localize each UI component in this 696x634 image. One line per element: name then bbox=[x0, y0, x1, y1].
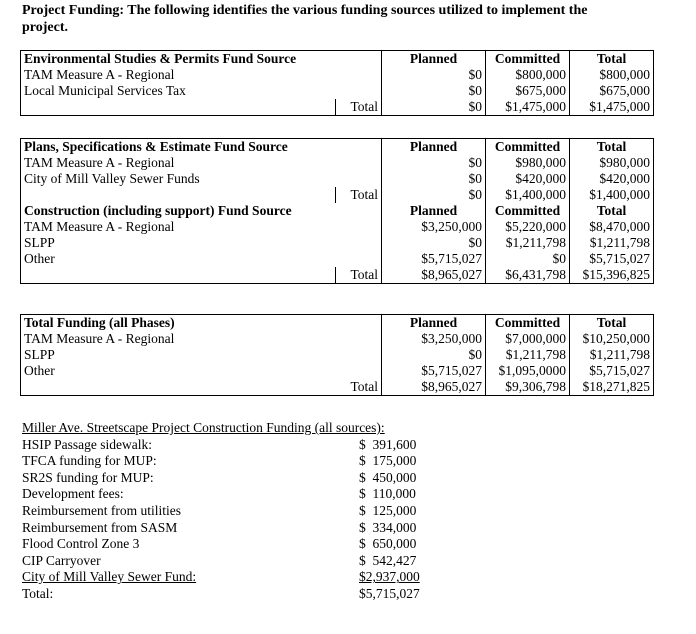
item-amount: $5,715,027 bbox=[359, 585, 420, 601]
item-label: Total: bbox=[22, 585, 54, 601]
heading-line-1: Project Funding: The following identifies the various funding sources utilized to implement the bbox=[22, 3, 588, 18]
row-label bbox=[21, 187, 336, 203]
table-total-row bbox=[21, 99, 654, 116]
total-cell: $15,396,825 bbox=[570, 267, 654, 284]
heading-line-2: project. bbox=[22, 20, 68, 35]
committed-cell: $420,000 bbox=[486, 171, 570, 187]
fund-source-header: Plans, Specifications & Estimate Fund Source bbox=[24, 139, 288, 154]
table-header-row bbox=[21, 51, 654, 68]
row-label: TAM Measure A - Regional bbox=[24, 331, 175, 346]
table-header-row bbox=[21, 139, 654, 156]
table-row bbox=[21, 155, 654, 171]
spacer-cell bbox=[336, 347, 382, 363]
item-label: TFCA funding for MUP: bbox=[22, 453, 157, 469]
committed-header: Committed bbox=[486, 51, 570, 68]
table-total-row bbox=[21, 187, 654, 203]
total-cell: $1,211,798 bbox=[570, 235, 654, 251]
planned-header: Planned bbox=[382, 203, 486, 219]
planned-cell: $8,965,027 bbox=[382, 267, 486, 284]
item-amount: $ 125,000 bbox=[359, 502, 417, 518]
table-header-row bbox=[21, 315, 654, 332]
planned-cell: $3,250,000 bbox=[382, 219, 486, 235]
total-cell: $1,211,798 bbox=[570, 347, 654, 363]
planned-header: Planned bbox=[382, 139, 486, 156]
env-studies-funding-table bbox=[20, 50, 654, 116]
row-label: Other bbox=[24, 251, 55, 266]
total-cell: $18,271,825 bbox=[570, 379, 654, 396]
total-label: Total bbox=[336, 267, 382, 284]
committed-header: Committed bbox=[486, 203, 570, 219]
item-amount: $ 450,000 bbox=[359, 469, 417, 485]
row-label: TAM Measure A - Regional bbox=[24, 67, 175, 82]
pse-construction-funding-table bbox=[20, 138, 654, 284]
item-amount: $ 334,000 bbox=[359, 519, 417, 535]
row-label: SLPP bbox=[24, 235, 55, 250]
planned-cell: $0 bbox=[382, 235, 486, 251]
total-cell: $10,250,000 bbox=[570, 331, 654, 347]
table-row bbox=[21, 219, 654, 235]
spacer-cell bbox=[336, 139, 382, 156]
fund-source-header: Total Funding (all Phases) bbox=[24, 315, 175, 330]
table-row bbox=[21, 171, 654, 187]
planned-cell: $0 bbox=[382, 83, 486, 99]
spacer-cell bbox=[336, 251, 382, 267]
total-cell: $420,000 bbox=[570, 171, 654, 187]
table-row bbox=[21, 331, 654, 347]
total-cell: $675,000 bbox=[570, 83, 654, 99]
committed-cell: $0 bbox=[486, 251, 570, 267]
table-row bbox=[21, 67, 654, 83]
total-cell: $1,400,000 bbox=[570, 187, 654, 203]
total-header: Total bbox=[570, 315, 654, 332]
committed-cell: $1,211,798 bbox=[486, 235, 570, 251]
spacer-cell bbox=[336, 51, 382, 68]
item-amount: $ 175,000 bbox=[359, 453, 417, 469]
committed-cell: $1,400,000 bbox=[486, 187, 570, 203]
item-label: Reimbursement from SASM bbox=[22, 519, 178, 535]
planned-header: Planned bbox=[382, 51, 486, 68]
planned-header: Planned bbox=[382, 315, 486, 332]
planned-cell: $0 bbox=[382, 155, 486, 171]
committed-cell: $5,220,000 bbox=[486, 219, 570, 235]
item-amount: $ 391,600 bbox=[359, 436, 417, 452]
spacer-cell bbox=[336, 83, 382, 99]
spacer-cell bbox=[336, 67, 382, 83]
spacer-cell bbox=[336, 315, 382, 332]
total-cell: $5,715,027 bbox=[570, 363, 654, 379]
item-label: Reimbursement from utilities bbox=[22, 502, 181, 518]
spacer-cell bbox=[336, 235, 382, 251]
row-label: SLPP bbox=[24, 347, 55, 362]
item-amount: $2,937,000 bbox=[359, 569, 420, 585]
total-funding-table bbox=[20, 314, 654, 396]
table-header-row bbox=[21, 203, 654, 219]
planned-cell: $0 bbox=[382, 171, 486, 187]
committed-cell: $1,211,798 bbox=[486, 347, 570, 363]
total-cell: $5,715,027 bbox=[570, 251, 654, 267]
total-header: Total bbox=[570, 51, 654, 68]
total-label: Total bbox=[336, 99, 382, 116]
planned-cell: $8,965,027 bbox=[382, 379, 486, 396]
spacer-cell bbox=[336, 171, 382, 187]
planned-cell: $0 bbox=[382, 347, 486, 363]
committed-cell: $675,000 bbox=[486, 83, 570, 99]
row-label: Other bbox=[24, 363, 55, 378]
item-label: Development fees: bbox=[22, 486, 124, 502]
row-label: Local Municipal Services Tax bbox=[24, 83, 186, 98]
committed-cell: $6,431,798 bbox=[486, 267, 570, 284]
table-total-row bbox=[21, 267, 654, 284]
planned-cell: $0 bbox=[382, 67, 486, 83]
spacer-cell bbox=[336, 363, 382, 379]
total-label: Total bbox=[350, 379, 378, 394]
row-label: TAM Measure A - Regional bbox=[24, 219, 175, 234]
total-cell: $980,000 bbox=[570, 155, 654, 171]
item-amount: $ 542,427 bbox=[359, 552, 417, 568]
row-label: City of Mill Valley Sewer Funds bbox=[24, 171, 200, 186]
committed-header: Committed bbox=[486, 315, 570, 332]
planned-cell: $5,715,027 bbox=[382, 363, 486, 379]
total-cell: $1,475,000 bbox=[570, 99, 654, 116]
committed-cell: $800,000 bbox=[486, 67, 570, 83]
table-row bbox=[21, 83, 654, 99]
spacer-cell bbox=[336, 155, 382, 171]
fund-source-header: Environmental Studies & Permits Fund Source bbox=[24, 51, 297, 66]
total-cell: $8,470,000 bbox=[570, 219, 654, 235]
row-label bbox=[21, 267, 336, 284]
row-label bbox=[21, 99, 336, 116]
committed-header: Committed bbox=[486, 139, 570, 156]
committed-cell: $9,306,798 bbox=[486, 379, 570, 396]
table-row bbox=[21, 251, 654, 267]
item-amount: $ 650,000 bbox=[359, 536, 417, 552]
item-label: HSIP Passage sidewalk: bbox=[22, 436, 152, 452]
planned-cell: $3,250,000 bbox=[382, 331, 486, 347]
planned-cell: $0 bbox=[382, 187, 486, 203]
row-label: TAM Measure A - Regional bbox=[24, 155, 175, 170]
planned-cell: $0 bbox=[382, 99, 486, 116]
miller-title: Miller Ave. Streetscape Project Construction Funding (all sources): bbox=[22, 420, 385, 435]
committed-cell: $7,000,000 bbox=[486, 331, 570, 347]
spacer-cell bbox=[336, 219, 382, 235]
total-label: Total bbox=[336, 187, 382, 203]
committed-cell: $1,475,000 bbox=[486, 99, 570, 116]
total-cell: $800,000 bbox=[570, 67, 654, 83]
committed-cell: $980,000 bbox=[486, 155, 570, 171]
total-header: Total bbox=[570, 139, 654, 156]
fund-source-header: Construction (including support) Fund Source bbox=[24, 203, 292, 218]
table-total-row bbox=[21, 379, 654, 396]
spacer-cell bbox=[336, 203, 382, 219]
item-label: City of Mill Valley Sewer Fund: bbox=[22, 569, 197, 585]
document-heading bbox=[22, 2, 587, 36]
table-row bbox=[21, 235, 654, 251]
item-label: Flood Control Zone 3 bbox=[22, 536, 140, 552]
table-row bbox=[21, 363, 654, 379]
spacer-cell bbox=[336, 331, 382, 347]
item-label: CIP Carryover bbox=[22, 552, 101, 568]
planned-cell: $5,715,027 bbox=[382, 251, 486, 267]
committed-cell: $1,095,0000 bbox=[486, 363, 570, 379]
item-label: SR2S funding for MUP: bbox=[22, 469, 154, 485]
row-label bbox=[21, 379, 336, 396]
table-row bbox=[21, 347, 654, 363]
total-header: Total bbox=[570, 203, 654, 219]
item-amount: $ 110,000 bbox=[359, 486, 416, 502]
